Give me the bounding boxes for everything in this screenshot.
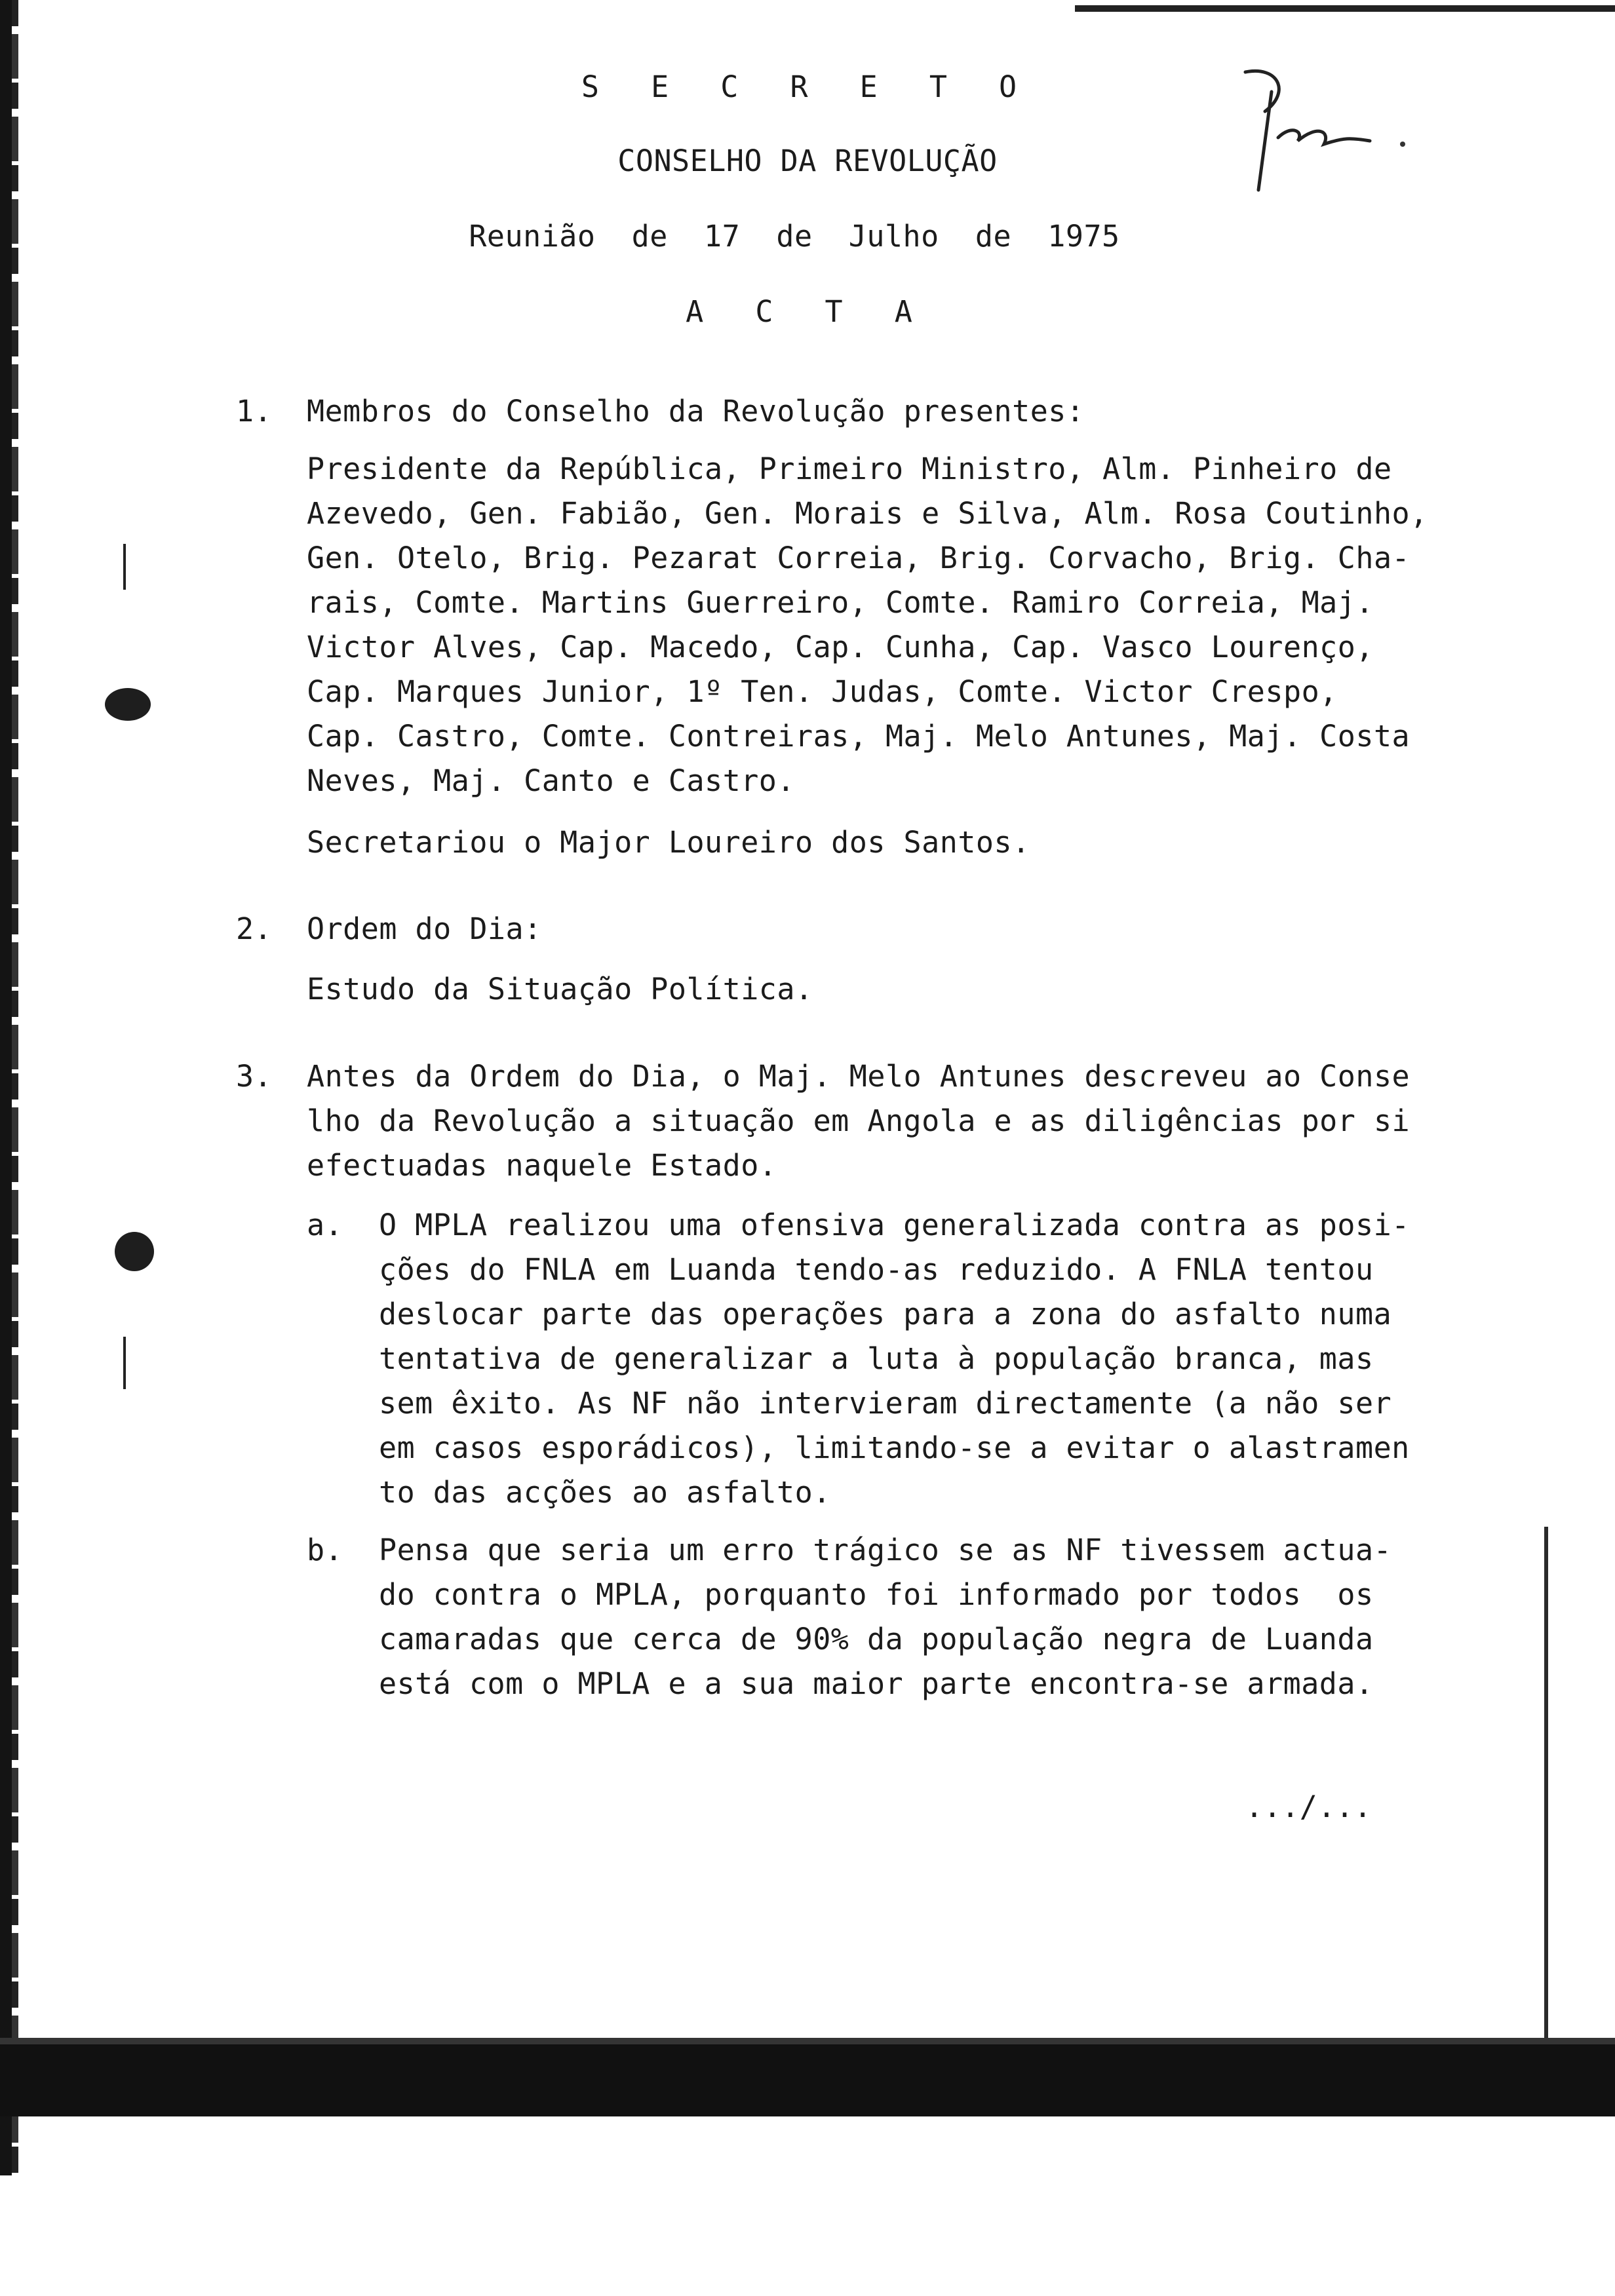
council-heading: CONSELHO DA REVOLUÇÃO (617, 144, 998, 178)
members-line: Cap. Castro, Comte. Contreiras, Maj. Melo Antunes, Maj. Costa (307, 719, 1411, 754)
section-title: Membros do Conselho da Revolução presentes: (307, 394, 1085, 429)
section-number: 2. (236, 911, 273, 946)
subitem-line: to das acções ao asfalto. (379, 1475, 831, 1510)
scan-bottom-band-highlight (0, 2038, 1615, 2044)
subitem-line: tentativa de generalizar a luta à população branca, mas (379, 1341, 1374, 1376)
subitem-label: b. (307, 1533, 343, 1567)
members-line: Neves, Maj. Canto e Castro. (307, 763, 795, 798)
members-line: Cap. Marques Junior, 1º Ten. Judas, Comte. Victor Crespo, (307, 674, 1338, 709)
agenda-item: Estudo da Situação Política. (307, 972, 813, 1006)
subitem-line: sem êxito. As NF não intervieram directamente (a não ser (379, 1386, 1392, 1421)
paragraph-line: Antes da Ordem do Dia, o Maj. Melo Antunes descreveu ao Conse (307, 1059, 1411, 1094)
subitem-label: a. (307, 1208, 343, 1242)
subitem-line: está com o MPLA e a sua maior parte encontra-se armada. (379, 1666, 1374, 1701)
members-line: rais, Comte. Martins Guerreiro, Comte. Ramiro Correia, Maj. (307, 585, 1374, 620)
meeting-date-line: Reunião de 17 de Julho de 1975 (469, 219, 1120, 254)
section-number: 3. (236, 1059, 273, 1094)
subitem-line: ções do FNLA em Luanda tendo-as reduzido. A FNLA tentou (379, 1252, 1374, 1287)
subitem-line: do contra o MPLA, porquanto foi informado por todos os (379, 1577, 1374, 1612)
subitem-line: O MPLA realizou uma ofensiva generalizada contra as posi- (379, 1208, 1410, 1242)
subitem-line: Pensa que seria um erro trágico se as NF tivessem actua- (379, 1533, 1392, 1567)
scan-right-rule (1544, 1527, 1548, 2064)
members-line: Presidente da República, Primeiro Ministro, Alm. Pinheiro de (307, 451, 1392, 486)
continuation-mark: .../... (1245, 1789, 1372, 1824)
subitem-line: deslocar parte das operações para a zona do asfalto numa (379, 1297, 1392, 1331)
scan-tick-mark (123, 544, 126, 590)
classification-heading: S E C R E T O (581, 69, 1034, 104)
secretary-line: Secretariou o Major Loureiro dos Santos. (307, 825, 1030, 860)
members-line: Azevedo, Gen. Fabião, Gen. Morais e Silva, Alm. Rosa Coutinho, (307, 496, 1428, 531)
document-type-heading: A C T A (686, 294, 929, 329)
scan-tick-mark (123, 1337, 126, 1389)
section-number: 1. (236, 394, 273, 429)
punch-hole-mark (105, 688, 151, 721)
section-title: Ordem do Dia: (307, 911, 542, 946)
paragraph-line: lho da Revolução a situação em Angola e as diligências por si (307, 1103, 1411, 1138)
paragraph-line: efectuadas naquele Estado. (307, 1148, 777, 1183)
members-line: Victor Alves, Cap. Macedo, Cap. Cunha, Cap. Vasco Lourenço, (307, 630, 1374, 664)
members-line: Gen. Otelo, Brig. Pezarat Correia, Brig. Corvacho, Brig. Cha- (307, 541, 1411, 575)
scan-top-rule (1075, 5, 1615, 12)
subitem-line: camaradas que cerca de 90% da população negra de Luanda (379, 1622, 1374, 1656)
punch-hole-mark (115, 1232, 154, 1271)
scan-bottom-band (0, 2038, 1615, 2116)
subitem-line: em casos esporádicos), limitando-se a evitar o alastramen (379, 1430, 1410, 1465)
